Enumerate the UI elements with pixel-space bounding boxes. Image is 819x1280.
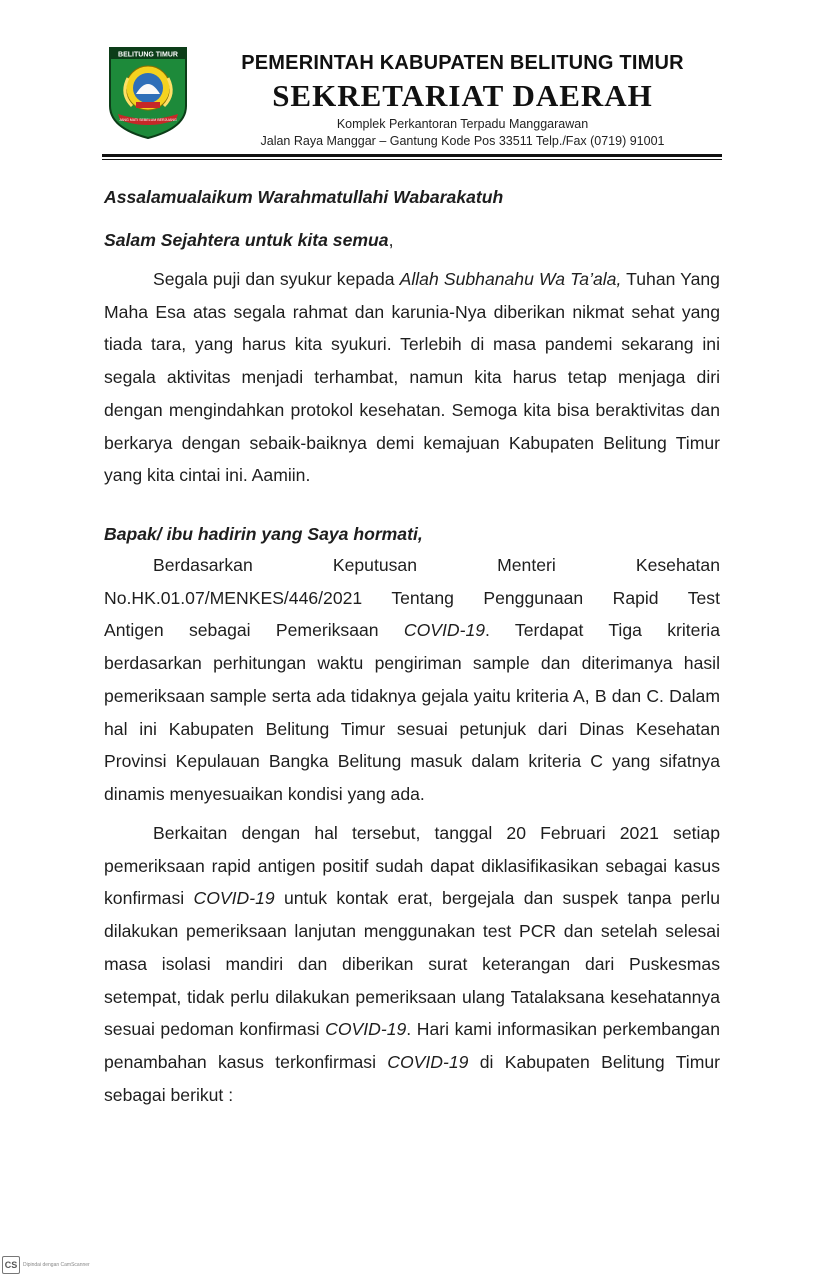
paragraph-opening-italic: Allah Subhanahu Wa Ta’ala, (399, 269, 622, 289)
paragraph-decree-line3 (104, 614, 720, 647)
paragraph-rapid-antigen-covid-1: COVID-19 (193, 888, 275, 909)
letterhead-thin-rule (102, 159, 722, 160)
paragraph-decree (104, 549, 720, 811)
paragraph-rapid-antigen-a: Berkaitan dengan hal tersebut, tanggal 20 Februari 2021 setiap pemeriksaan rapid antigen positif sudah dapat diklasifikasikan sebagai kasus konfirmasi (104, 823, 720, 909)
office-name: SEKRETARIAT DAERAH (272, 78, 653, 113)
greeting-sejahtera-comma: , (388, 230, 394, 250)
paragraph-decree-line2: No.HK.01.07/MENKES/446/2021 Tentang Penggunaan Rapid Test (104, 587, 720, 608)
paragraph-rapid-antigen-b: untuk kontak erat, bergejala dan suspek tanpa perlu dilakukan pemeriksaan lanjutan menggunakan test PCR dan setelah selesai masa isolasi mandiri dan diberikan surat keterangan dari Puskesmas setempat, tidak perlu dilakukan pemeriksaan ulang Tatalaksana kesehatannya sesuai pedoman konfirmasi (104, 888, 720, 1040)
logo-text-bottom: JANG MATI SEBELUM BERJUANG (119, 118, 177, 122)
paragraph-opening-rest: Tuhan Yang Maha Esa atas segala rahmat dan karunia-Nya diberikan nikmat sehat yang tiada tara, yang harus kita syukuri. Terlebih di masa pandemi sekarang ini segala aktivitas menjadi terhambat, namun kita harus tetap menjaga diri dengan mengindahkan protokol kesehatan. Semoga kita bisa beraktivitas dan berkarya dengan sebaik-baiknya demi kemajuan Kabupaten Belitung Timur yang kita cintai ini. Aamiin. (104, 269, 720, 486)
camscanner-text: Dipindai dengan CamScanner (23, 1262, 90, 1268)
paragraph-decree-covid: COVID-19 (403, 620, 486, 641)
paragraph-rapid-antigen-c: . Hari kami informasikan perkembangan penambahan kasus terkonfirmasi (104, 1019, 720, 1072)
paragraph-opening (104, 263, 720, 492)
regency-emblem-logo (106, 44, 190, 140)
greeting-sejahtera-text: Salam Sejahtera untuk kita semua (104, 230, 389, 250)
paragraph-decree-rest: berdasarkan perhitungan waktu pengiriman sample dan diterimanya hasil pemeriksaan sample serta ada tidaknya gejala yaitu kriteria A, B dan C. Dalam hal ini Kabupaten Belitung Timur sesuai petunjuk dari Dinas Kesehatan Provinsi Kepulauan Bangka Belitung masuk dalam kriteria C yang sifatnya dinamis menyesuaikan kondisi yang ada. (104, 653, 720, 804)
paragraph-decree-line3-b: . Terdapat Tiga kriteria (485, 620, 720, 641)
paragraph-decree-line3-a: Antigen sebagai Pemeriksaan (104, 620, 404, 641)
letterhead-thick-rule (102, 154, 722, 157)
paragraph-decree-line1: Berdasarkan Keputusan Menteri Kesehatan (153, 555, 720, 575)
office-address-line1: Komplek Perkantoran Terpadu Manggarawan (336, 117, 589, 131)
greeting-sejahtera (104, 224, 720, 257)
logo-text-top: BELITUNG TIMUR (118, 51, 178, 59)
letterhead (200, 50, 725, 150)
government-name: PEMERINTAH KABUPATEN BELITUNG TIMUR (241, 52, 684, 74)
paragraph-opening-start: Segala puji dan syukur kepada (153, 269, 400, 289)
office-address-line2: Jalan Raya Manggar – Gantung Kode Pos 33511 Telp./Fax (0719) 91001 (260, 134, 665, 148)
paragraph-rapid-antigen-covid-2: COVID-19 (325, 1019, 407, 1040)
camscanner-watermark (2, 1256, 90, 1274)
paragraph-rapid-antigen (104, 817, 720, 1111)
address-audience-heading: Bapak/ ibu hadirin yang Saya hormati, (104, 524, 423, 544)
camscanner-icon: CS (2, 1256, 20, 1274)
paragraph-rapid-antigen-covid-3: COVID-19 (387, 1051, 469, 1072)
paragraph-rapid-antigen-d: di Kabupaten Belitung Timur sebagai berikut : (104, 1051, 720, 1105)
greeting-salam: Assalamualaikum Warahmatullahi Wabarakatuh (104, 187, 504, 207)
